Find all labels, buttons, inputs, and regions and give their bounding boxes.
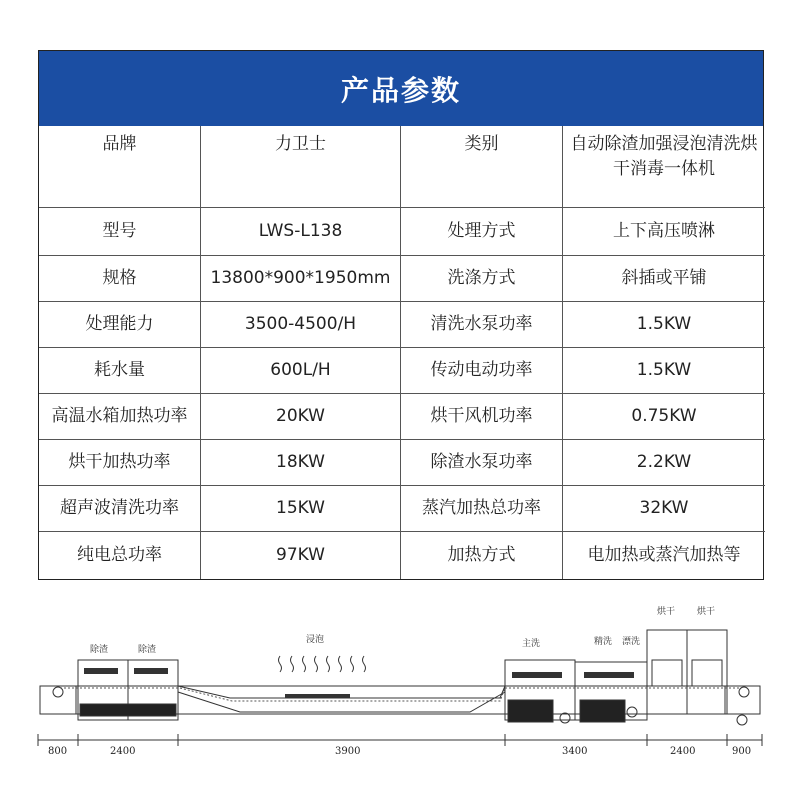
dimension-label: 3900 (335, 746, 361, 757)
value-cell: 15KW (201, 486, 401, 532)
label-cell: 加热方式 (401, 532, 563, 579)
value-cell: 斜插或平铺 (563, 256, 765, 302)
label-cell: 耗水量 (39, 348, 201, 394)
spec-table (38, 50, 764, 580)
value-cell: 13800*900*1950mm (201, 256, 401, 302)
label-cell: 品牌 (39, 126, 201, 208)
value-cell: 上下高压喷淋 (563, 208, 765, 256)
value-cell: 电加热或蒸汽加热等 (587, 545, 741, 565)
label-rinse: 漂洗 (622, 637, 641, 647)
label-soak: 浸泡 (306, 635, 325, 645)
label-cell: 处理能力 (39, 302, 201, 348)
label-main-wash: 主洗 (522, 639, 541, 649)
dimension-label: 800 (48, 746, 68, 757)
value-cell: 力卫士 (201, 126, 401, 208)
label-cell: 规格 (39, 256, 201, 302)
dimension-label: 2400 (670, 746, 696, 757)
label-deslag-2: 除渣 (138, 645, 157, 655)
label-cell: 除渣水泵功率 (401, 440, 563, 486)
value-cell: LWS-L138 (201, 208, 401, 256)
dimension-label: 900 (732, 746, 752, 757)
label-cell: 蒸汽加热总功率 (401, 486, 563, 532)
machine-diagram (0, 600, 800, 770)
value-cell: 0.75KW (563, 394, 765, 440)
value-cell: 2.2KW (563, 440, 765, 486)
label-dry-1: 烘干 (657, 607, 676, 617)
label-cell: 洗涤方式 (401, 256, 563, 302)
spray-nozzles (84, 668, 634, 698)
conveyor-chain (60, 688, 740, 701)
label-cell: 处理方式 (401, 208, 563, 256)
label-fine-wash: 精洗 (594, 637, 613, 647)
label-cell: 超声波清洗功率 (39, 486, 201, 532)
value-cell: 97KW (201, 532, 401, 579)
label-cell: 烘干风机功率 (401, 394, 563, 440)
dimension-label: 3400 (562, 746, 588, 757)
value-cell: 自动除渣加强浸泡清洗烘干消毒一体机 (563, 126, 765, 208)
value-cell: 20KW (201, 394, 401, 440)
value-cell: 600L/H (201, 348, 401, 394)
value-cell: 1.5KW (563, 348, 765, 394)
page-title: 产品参数 (39, 51, 763, 126)
value-cell: 18KW (201, 440, 401, 486)
label-cell: 纯电总功率 (39, 532, 201, 579)
dimension-lines (38, 734, 762, 746)
label-cell: 高温水箱加热功率 (39, 394, 201, 440)
label-cell: 类别 (401, 126, 563, 208)
label-deslag-1: 除渣 (90, 645, 109, 655)
label-cell: 型号 (39, 208, 201, 256)
value-cell: 3500-4500/H (201, 302, 401, 348)
label-dry-2: 烘干 (697, 607, 716, 617)
steam-icon (279, 656, 366, 672)
label-cell: 传动电动功率 (401, 348, 563, 394)
label-cell: 烘干加热功率 (39, 440, 201, 486)
value-cell: 32KW (563, 486, 765, 532)
label-cell: 清洗水泵功率 (401, 302, 563, 348)
value-cell: 1.5KW (563, 302, 765, 348)
dimension-label: 2400 (110, 746, 136, 757)
